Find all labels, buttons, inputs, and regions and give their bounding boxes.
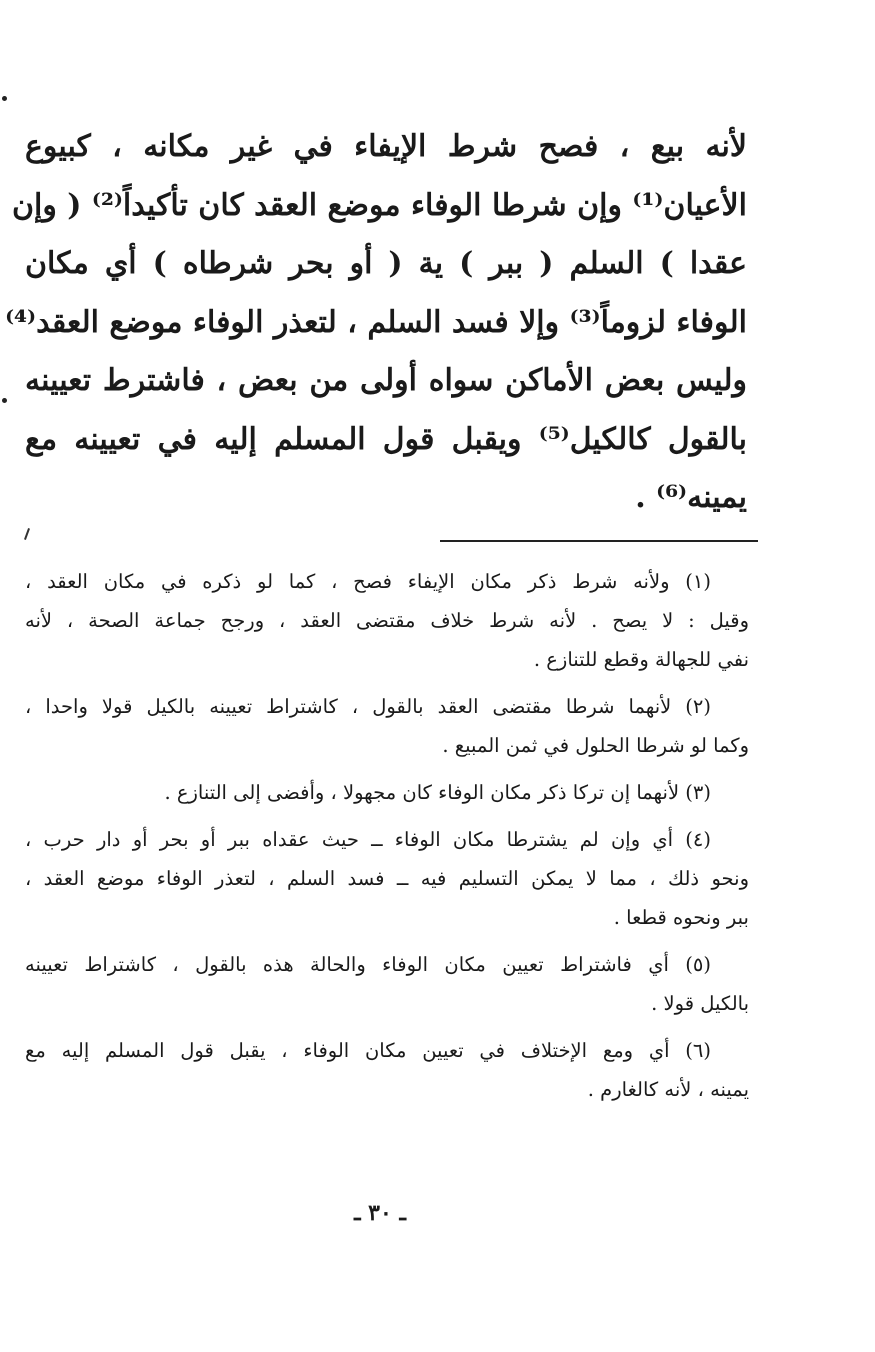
footnote-line: نفي للجهالة وقطع للتنازع .: [533, 648, 749, 671]
footnote-2: [25, 687, 749, 765]
main-text-line: يمينه⁽⁶⁾ .: [635, 480, 747, 515]
footnote-line: وكما لو شرطا الحلول في ثمن المبيع .: [442, 734, 749, 757]
footnote-line: بالكيل قولا .: [651, 992, 749, 1015]
footnote-line: يمينه ، لأنه كالغارم .: [587, 1078, 749, 1101]
footnote-1: [25, 562, 749, 679]
footnote-6: [25, 1031, 749, 1109]
page-number: ـ ٣٠ ـ: [354, 1200, 406, 1226]
main-text-line: الوفاء لزوماً⁽³⁾ وإلا فسد السلم ، لتعذر الوفاء موضع العقد⁽⁴⁾: [5, 304, 747, 340]
footnotes: [25, 562, 749, 1117]
footnote-line: (٥) أي فاشتراط تعيين مكان الوفاء والحالة هذه بالقول ، كاشتراط تعيينه: [25, 953, 711, 976]
footnote-4: [25, 820, 749, 937]
footnote-line: ونحو ذلك ، مما لا يمكن التسليم فيه ــ فسد السلم ، لتعذر الوفاء موضع العقد ،: [25, 867, 749, 890]
main-text: [5, 118, 747, 528]
main-text-line: الأعيان⁽¹⁾ وإن شرطا الوفاء موضع العقد كان تأكيداً⁽²⁾ ( وإن: [11, 187, 747, 223]
stray-mark: [24, 528, 30, 540]
footnote-line: ببر ونحوه قطعا .: [613, 906, 749, 929]
footnote-line: (٢) لأنهما شرطا مقتضى العقد بالقول ، كاشتراط تعيينه بالكيل قولا واحدا ،: [25, 695, 711, 718]
main-text-line: وليس بعض الأماكن سواه أولى من بعض ، فاشترط تعيينه: [25, 363, 747, 398]
footnote-separator: [440, 540, 758, 542]
main-text-line: عقدا ) السلم ( ببر ) ية ( أو بحر شرطاه ) أي مكان: [25, 246, 747, 281]
footnote-5: [25, 945, 749, 1023]
footnote-line: (٤) أي وإن لم يشترطا مكان الوفاء ــ حيث عقداه ببر أو بحر أو دار حرب ،: [25, 828, 711, 851]
margin-mark: [2, 398, 7, 403]
margin-mark: [2, 96, 7, 101]
main-text-line: بالقول كالكيل⁽⁵⁾ ويقبل قول المسلم إليه في تعيينه مع: [25, 421, 747, 457]
main-text-line: لأنه بيع ، فصح شرط الإيفاء في غير مكانه ، كبيوع: [25, 129, 747, 164]
footnote-3: [25, 773, 749, 812]
footnote-line: (٣) لأنهما إن تركا ذكر مكان الوفاء كان مجهولا ، وأفضى إلى التنازع .: [164, 781, 711, 804]
footnote-line: (٦) أي ومع الإختلاف في تعيين مكان الوفاء ، يقبل قول المسلم إليه مع: [25, 1039, 711, 1062]
footnote-line: وقيل : لا يصح . لأنه شرط خلاف مقتضى العقد ، ورجح جماعة الصحة ، لأنه: [25, 609, 749, 632]
footnote-line: (١) ولأنه شرط ذكر مكان الإيفاء فصح ، كما لو ذكره في مكان العقد ،: [25, 570, 711, 593]
